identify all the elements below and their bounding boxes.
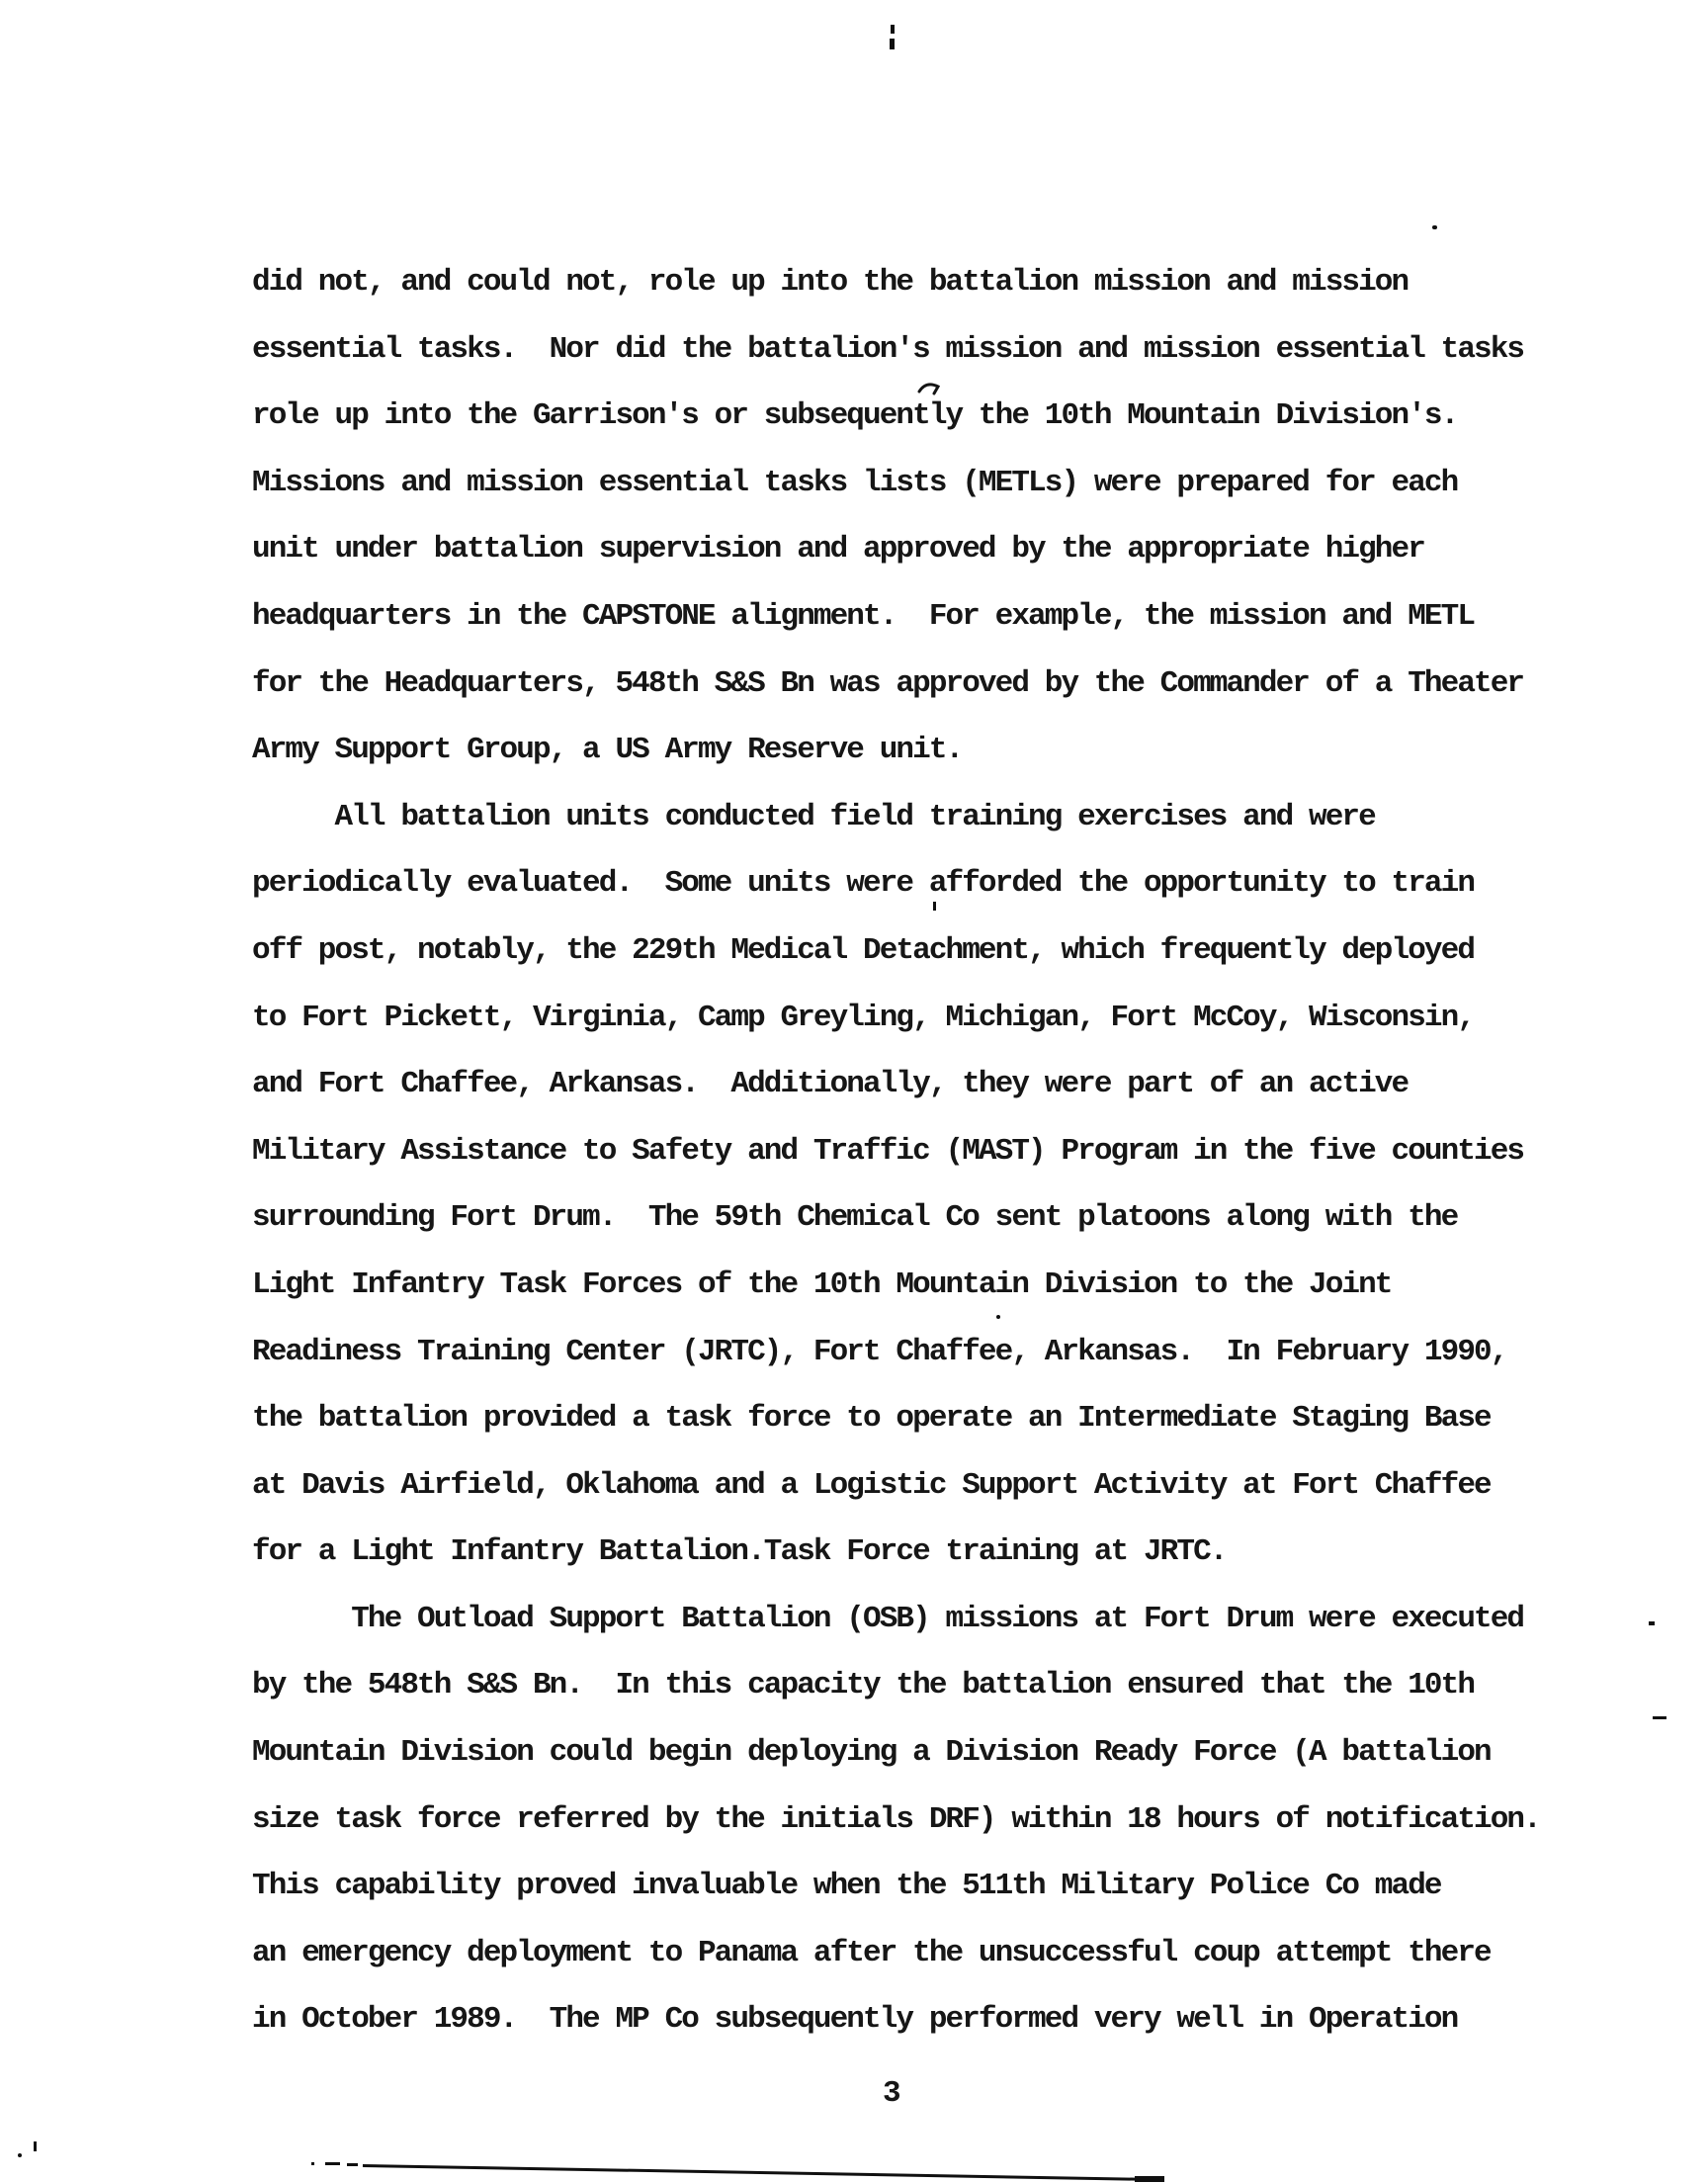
text-line: size task force referred by the initials DRF) within 18 hours of notification. [252, 1801, 1540, 1837]
scan-speck-top-lower [890, 39, 895, 49]
scan-dash-right-margin [1653, 1716, 1666, 1719]
text-line: All battalion units conducted field training exercises and were [252, 799, 1375, 834]
scan-speck-top-right [1432, 225, 1437, 229]
page-number: 3 [883, 2076, 901, 2111]
text-line: Army Support Group, a US Army Reserve unit. [252, 733, 963, 768]
text-line: off post, notably, the 229th Medical Detachment, which frequently deployed [252, 932, 1475, 968]
scan-dot-bottom-left [18, 2153, 22, 2157]
scan-dot-right-margin [1649, 1621, 1655, 1625]
text-line: the battalion provided a task force to operate an Intermediate Staging Base [252, 1401, 1491, 1437]
scan-tick-mid [933, 902, 936, 911]
text-line: Military Assistance to Safety and Traffic (MAST) Program in the five counties [252, 1133, 1524, 1169]
scan-caret-mark [917, 380, 943, 395]
text-line: surrounding Fort Drum. The 59th Chemical Co sent platoons along with the [252, 1200, 1458, 1236]
text-line: Mountain Division could begin deploying a Division Ready Force (A battalion [252, 1735, 1491, 1771]
text-line: The Outload Support Battalion (OSB) missions at Fort Drum were executed [252, 1601, 1524, 1636]
scan-dot-mid [996, 1315, 1000, 1319]
scan-speck-top-upper [891, 25, 895, 34]
body-text [252, 249, 1540, 2053]
bottom-line-lead-dot [311, 2162, 314, 2165]
text-line: unit under battalion supervision and approved by the appropriate higher [252, 532, 1424, 568]
text-line: headquarters in the CAPSTONE alignment. For example, the mission and METL [252, 598, 1475, 634]
bottom-line-lead-dash [347, 2163, 358, 2166]
bottom-scan-line-end [1135, 2176, 1164, 2182]
text-line: in October 1989. The MP Co subsequently performed very well in Operation [252, 2002, 1458, 2038]
text-line: This capability proved invaluable when the 511th Military Police Co made [252, 1869, 1441, 1904]
bottom-scan-line [363, 2164, 1144, 2181]
text-line: for a Light Infantry Battalion.Task Force training at JRTC. [252, 1534, 1227, 1570]
text-line: Readiness Training Center (JRTC), Fort Chaffee, Arkansas. In February 1990, [252, 1334, 1507, 1369]
scan-tick-bottom-left [34, 2141, 37, 2151]
text-line: Light Infantry Task Forces of the 10th Mountain Division to the Joint [252, 1266, 1392, 1302]
text-line: did not, and could not, role up into the battalion mission and mission [252, 265, 1409, 300]
text-line: by the 548th S&S Bn. In this capacity the battalion ensured that the 10th [252, 1668, 1475, 1703]
text-line: to Fort Pickett, Virginia, Camp Greyling, Michigan, Fort McCoy, Wisconsin, [252, 1000, 1475, 1035]
bottom-line-lead-dash [325, 2162, 340, 2165]
text-line: and Fort Chaffee, Arkansas. Additionally, they were part of an active [252, 1067, 1409, 1102]
text-line: for the Headquarters, 548th S&S Bn was approved by the Commander of a Theater [252, 665, 1524, 701]
text-line: an emergency deployment to Panama after the unsuccessful coup attempt there [252, 1935, 1491, 1970]
text-line: Missions and mission essential tasks lists (METLs) were prepared for each [252, 465, 1458, 500]
text-line: role up into the Garrison's or subsequently the 10th Mountain Division's. [252, 398, 1458, 434]
text-line: periodically evaluated. Some units were afforded the opportunity to train [252, 866, 1475, 902]
text-line: essential tasks. Nor did the battalion's mission and mission essential tasks [252, 331, 1524, 367]
text-line: at Davis Airfield, Oklahoma and a Logistic Support Activity at Fort Chaffee [252, 1467, 1491, 1503]
